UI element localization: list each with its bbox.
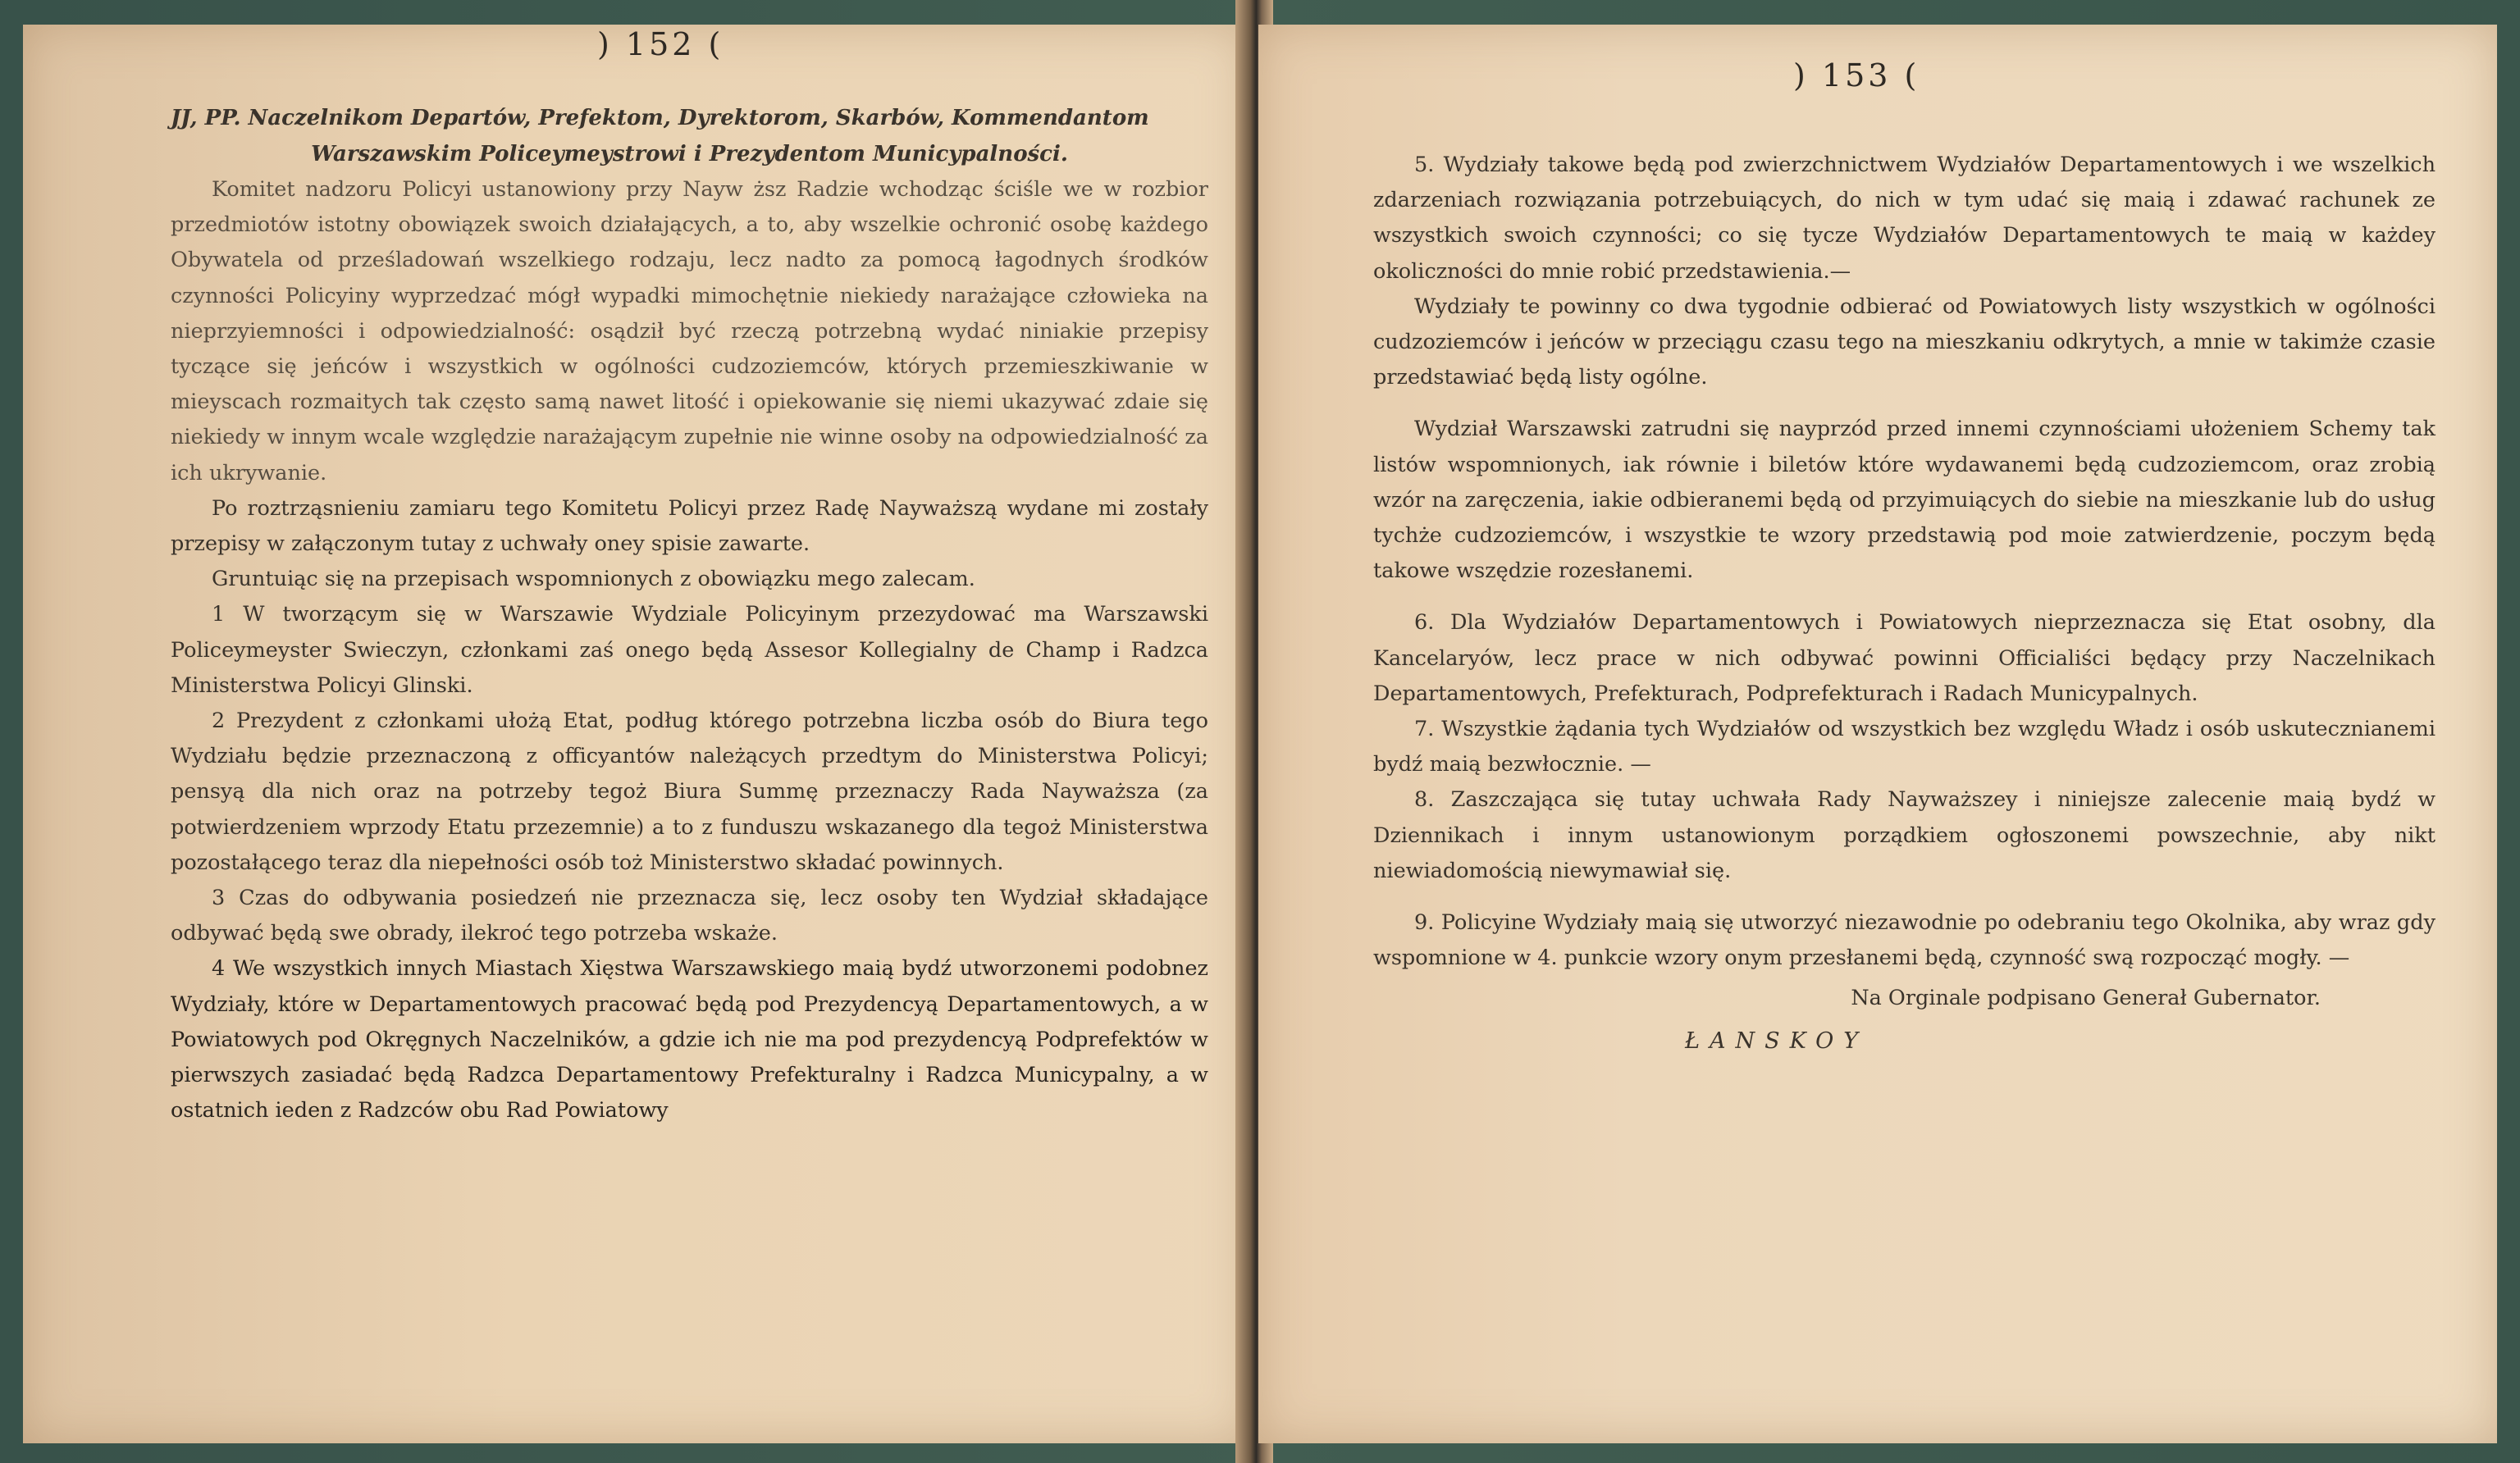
right-page-body (1373, 148, 2436, 1059)
right-page-number: ) 153 ( (1793, 57, 1920, 93)
spacer (1373, 889, 2436, 905)
paragraph-council: Po roztrząsnieniu zamiaru tego Komitetu Policyi przez Radę Nayważszą wydane mi zostały przepisy w załączonym tutay z uchwały oney spisie zawarte. (171, 495, 1208, 557)
paragraph-point-1: 1 W tworzącym się w Warszawie Wydziale Policyinym przezydować ma Warszawski Policeymeyster Swieczyn, członkami zaś onego będą Assesor Kollegialny de Champ i Radzca Ministerstwa Policyi Glinski. (171, 602, 1208, 698)
signature-note: Na Orginale podpisano Generał Gubernator. (1851, 986, 2321, 1011)
signature-name: ŁANSKOY (1685, 1028, 1869, 1054)
paragraph-point-2: 2 Prezydent z członkami ułożą Etat, podług którego potrzebna liczba osób do Biura tego Wydziału będzie przeznaczoną z officyantów należących przedtym do Ministerstwa Policyi; pensyą dla nich oraz na potrzeby tegoż Biura Summę przeznaczy Rada Nayważsza (za potwierdzeniem wprzody Etatu przezemnie) a to z funduszu wskazanego dla tegoż Ministerstwa pozostałącego teraz dla niepełności osób toż Ministerstwo składać powinnych. (171, 709, 1208, 875)
heading-line-2: Warszawskim Policeymeystrowi i Prezydentom Municypalności. (311, 142, 1068, 166)
left-page-body (171, 100, 1208, 1128)
paragraph-point-8: 8. Zaszczająca się tutay uchwała Rady Nayważszey i niniejsze zalecenie maią bydź w Dziennikach i innym ustanowionym porządkiem ogłoszonemi powszechnie, aby nikt niewiadomością niewymawiał się. (1373, 787, 2436, 883)
right-page (1258, 25, 2497, 1443)
spacer (1373, 589, 2436, 605)
spacer (1373, 395, 2436, 412)
paragraph-fortnightly-lists: Wydziały te powinny co dwa tygodnie odbierać od Powiatowych listy wszystkich w ogólności cudzoziemców i jeńców w przeciągu czasu tego na mieszkaniu odkrytych, a mnie w takimże czasie przedstawiać będą listy ogólne. (1373, 294, 2436, 390)
circular-heading (171, 100, 1208, 172)
left-page (23, 25, 1249, 1443)
paragraph-point-9: 9. Policyine Wydziały maią się utworzyć niezawodnie po odebraniu tego Okolnika, aby wraz gdy wspomnione w 4. punkcie wzory onym przesłanemi będą, czynność swą rozpocząć mogły. — (1373, 910, 2436, 971)
paragraph-grounding: Gruntuiąc się na przepisach wspomnionych z obowiązku mego zalecam. (212, 567, 975, 592)
paragraph-point-5: 5. Wydziały takowe będą pod zwierzchnictwem Wydziałów Departamentowych i we wszelkich zdarzeniach rozwiązania potrzebuiących, do nich w tym udać się maią i zdawać rachunek ze wszystkich swoich czynności; co się tycze Wydziałów Departamentowych te maią w każdey okoliczności do mnie robić przedstawienia.— (1373, 153, 2436, 284)
paragraph-point-3: 3 Czas do odbywania posiedzeń nie przeznacza się, lecz osoby ten Wydział składające odbywać będą swe obrady, ilekroć tego potrzeba wskaże. (171, 886, 1208, 946)
paragraph-warsaw-schema: Wydział Warszawski zatrudni się nayprzód przed innemi czynnościami ułożeniem Schemy tak listów wspomnionych, iak równie i biletów które wydawanemi będą cudzoziemcom, oraz zrobią wzór na zaręczenia, iakie odbieranemi będą od przyimuiących do siebie na mieszkanie lub do usług tychże cudzoziemców, i wszystkie te wzory przedstawią pod moie zatwierdzenie, poczym będą takowe wszędzie rozesłanemi. (1373, 417, 2436, 584)
heading-line-1: JJ, PP. Naczelnikom Departów, Prefektom, Dyrektorom, Skarbów, Kommendantom (171, 106, 1149, 130)
paragraph-intro: Komitet nadzoru Policyi ustanowiony przy Nayw ższ Radzie wchodząc ściśle we w rozbior przedmiotów istotny obowiązek swoich działających, a to, aby wszelkie ochronić osobę każdego Obywatela od prześladowań wszelkiego rodzaju, lecz nadto za pomocą łagodnych środków czynności Policyiny wyprzedzać mógł wypadki mimochętnie niekiedy narażające człowieka na nieprzyiemności i odpowiedzialność: osądził być rzeczą potrzebną wydać niniakie przepisy tyczące się jeńców i wszystkich w ogólności cudzoziemców, których przemieszkiwanie w mieyscach rozmaitych tak często samą nawet litość i opiekowanie się niemi ukazywać zdaie się niekiedy w innym wcale względzie narażającym zupełnie nie winne osoby na odpowiedzialność za ich ukrywanie. (171, 177, 1208, 485)
paragraph-point-4: 4 We wszystkich innych Miastach Xięstwa Warszawskiego maią bydź utworzonemi podobnez Wydziały, które w Departamentowych pracować będą pod Prezydencyą Departamentowych, a w Powiatowych pod Okręgnych Naczelników, a gdzie ich nie ma pod prezydencyą Podprefektów w pierwszych zasiadać będą Radzca Departamentowy Prefekturalny i Radzca Municypalny, a w ostatnich ieden z Radzców obu Rad Powiatowy (171, 956, 1208, 1123)
left-page-number: ) 152 ( (597, 26, 724, 62)
paragraph-point-7: 7. Wszystkie żądania tych Wydziałów od wszystkich bez względu Władz i osób uskutecznianemi bydź maią bezwłocznie. — (1373, 717, 2436, 777)
paragraph-point-6: 6. Dla Wydziałów Departamentowych i Powiatowych nieprzeznacza się Etat osobny, dla Kancelaryów, lecz prace w nich odbywać powinni Officialiści będący przy Naczelnikach Departamentowych, Prefekturach, Podprefekturach i Radach Municypalnych. (1373, 610, 2436, 706)
